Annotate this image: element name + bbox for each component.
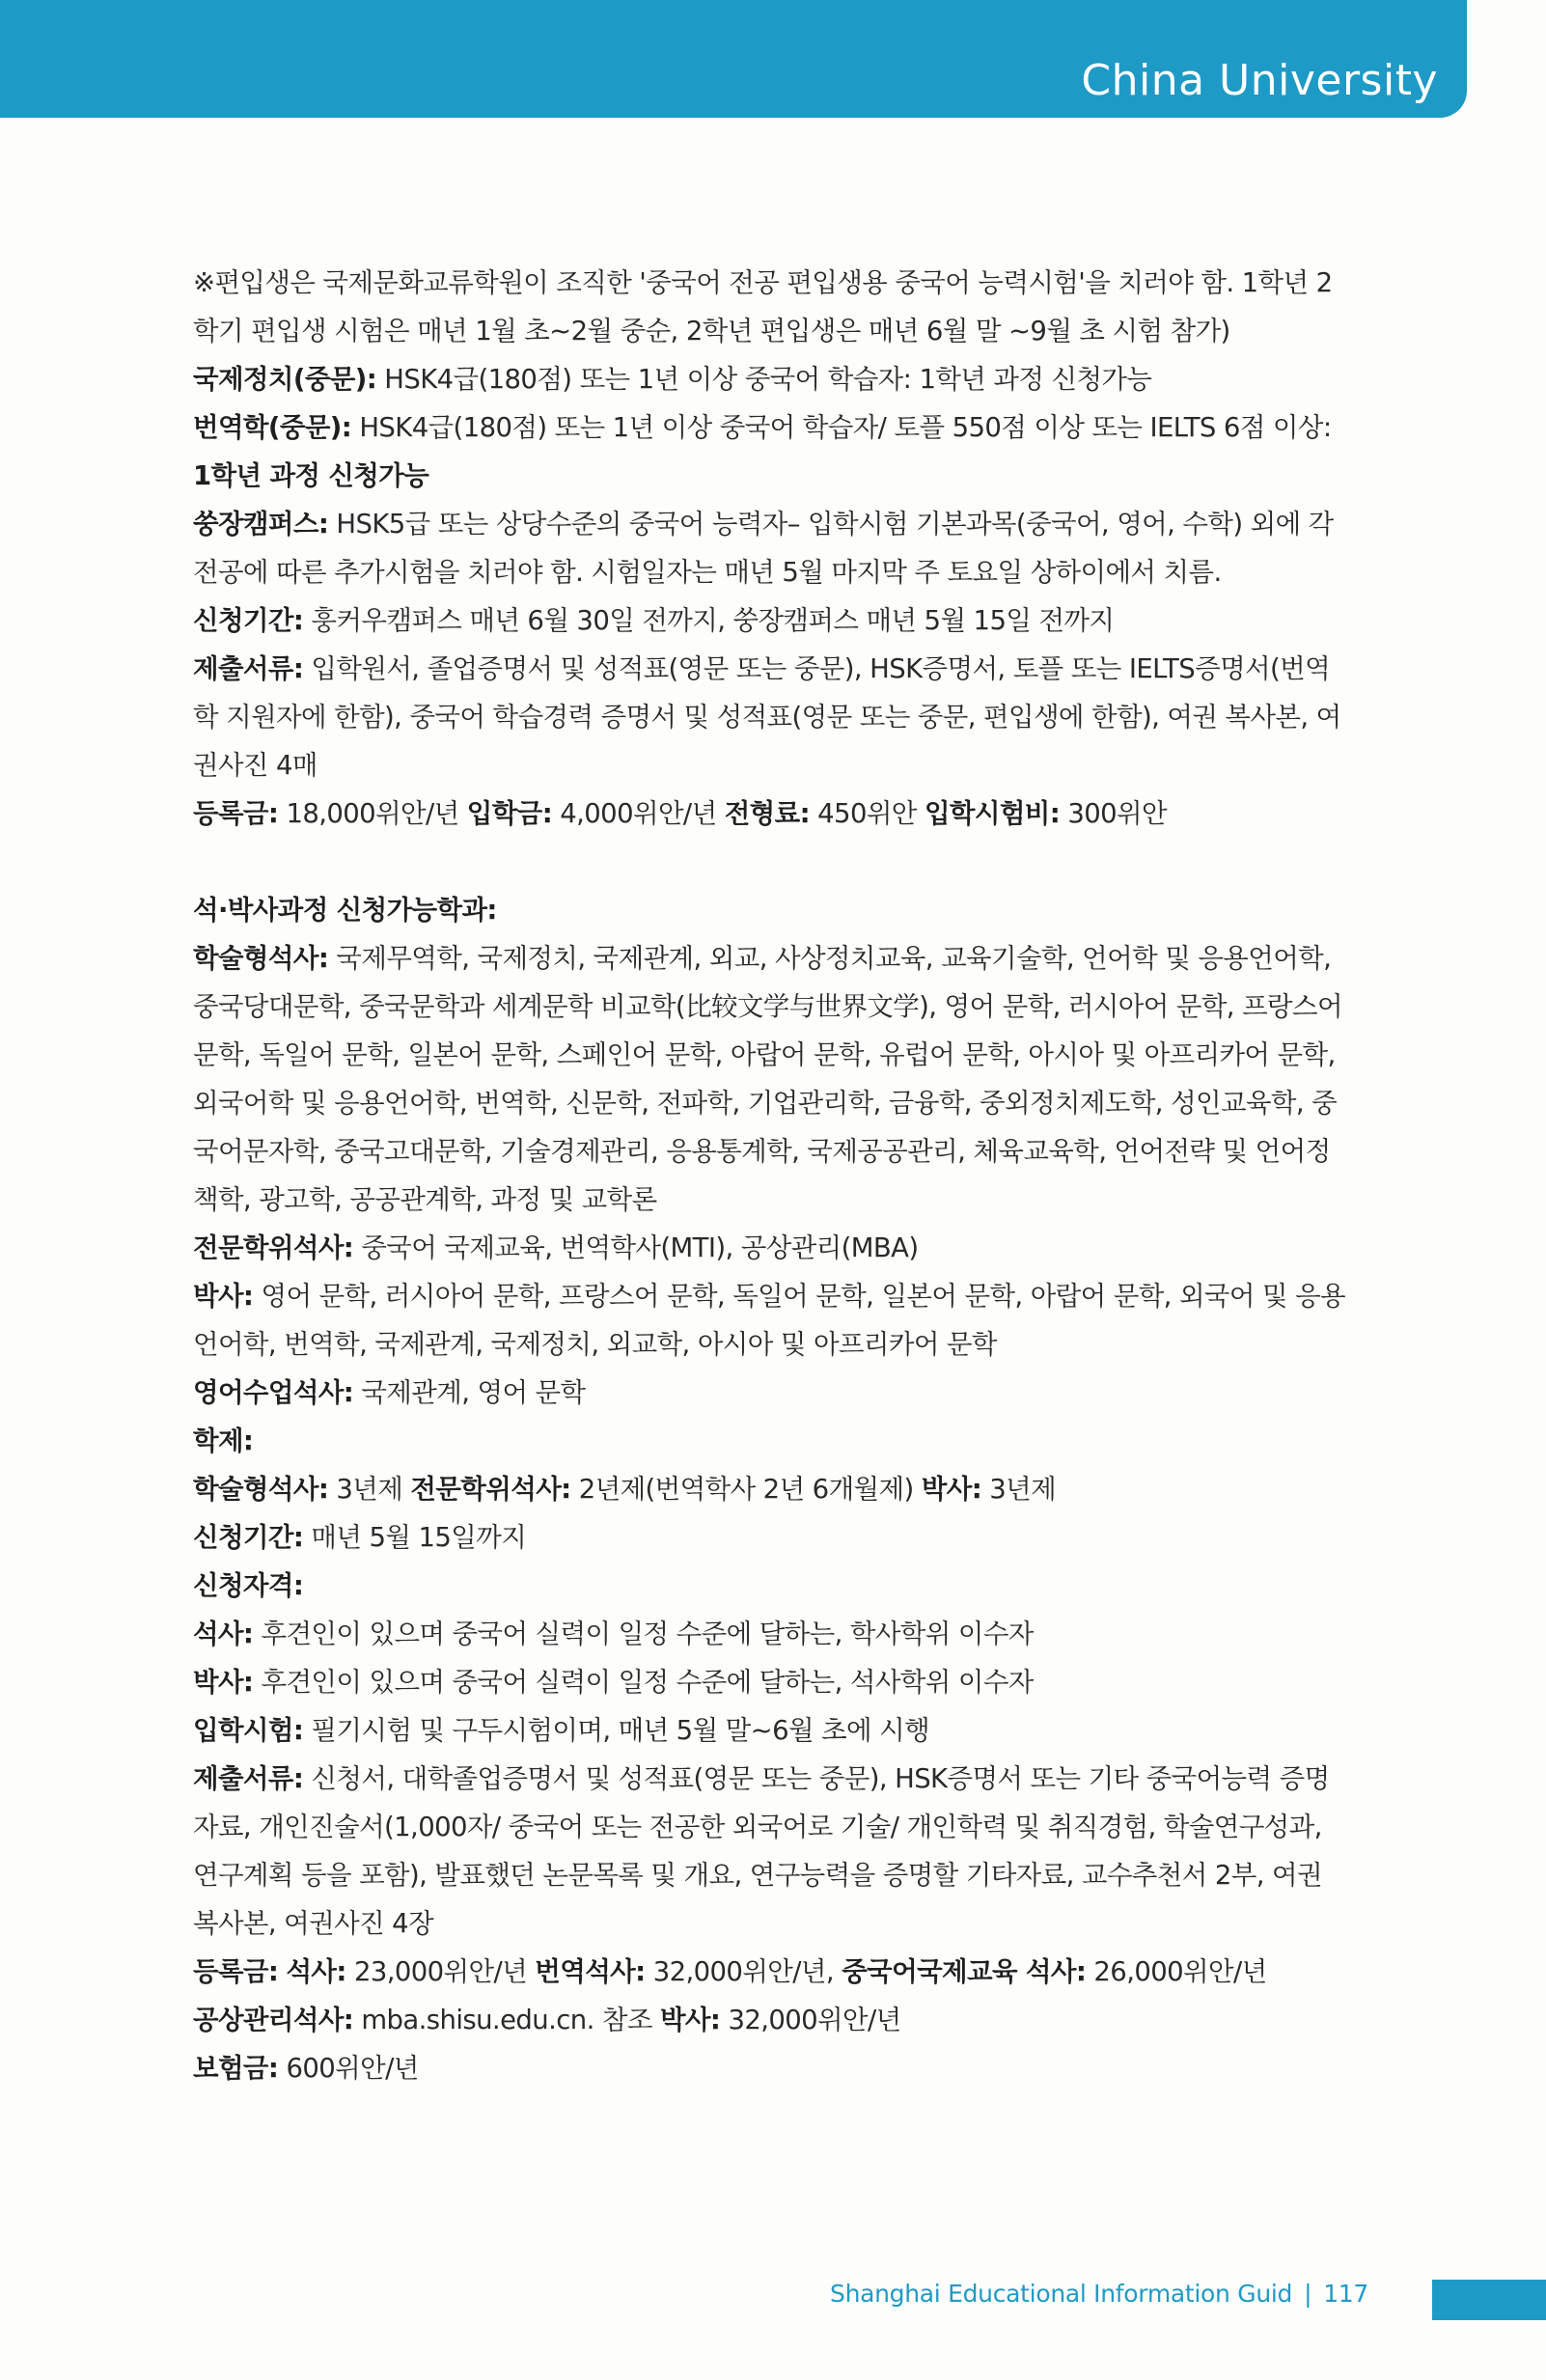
academic-ma-label: 학술형석사: (193, 943, 329, 974)
entrance-exam-text: 필기시험 및 구두시험이며, 매년 5월 말~6월 초에 시행 (311, 1715, 930, 1746)
graduate-heading: 석·박사과정 신청가능학과: (193, 895, 497, 926)
dur-phd-label: 박사: (921, 1474, 982, 1505)
header-band (0, 0, 1467, 118)
graduate-docs-label: 제출서류: (193, 1763, 304, 1794)
qual-phd-label: 박사: (193, 1667, 254, 1698)
admission-label: 입학금: (466, 798, 553, 829)
songjiang-label: 쑹장캠퍼스: (193, 509, 329, 540)
dur-academic-label: 학술형석사: (193, 1474, 329, 1505)
footer-separator: | (1304, 2280, 1312, 2308)
tuition-phd-value: 32,000위안/년 (728, 2005, 901, 2035)
transfer-docs-label: 제출서류: (193, 653, 304, 684)
transfer-period-row (193, 596, 1351, 645)
dur-phd-value: 3년제 (989, 1474, 1057, 1505)
insurance-value: 600위안/년 (286, 2053, 419, 2084)
mba-label: 공상관리석사: (193, 2005, 354, 2035)
footer (830, 2280, 1368, 2308)
english-ma-text: 국제관계, 영어 문학 (361, 1377, 586, 1408)
graduate-docs-row (193, 1755, 1351, 1948)
tuition-trans-label: 번역석사: (535, 1956, 646, 1987)
footer-guide-title: Shanghai Educational Information Guid (830, 2280, 1293, 2308)
intl-politics-text: HSK4급(180점) 또는 1년 이상 중국어 학습자: 1학년 과정 신청가능 (384, 364, 1152, 395)
tuition-cie-value: 26,000위안/년 (1093, 1956, 1267, 1987)
qual-ma-text: 후견인이 있으며 중국어 실력이 일정 수준에 달하는, 학사학위 이수자 (261, 1619, 1034, 1649)
tuition-cie-label: 중국어국제교육 석사: (842, 1956, 1087, 1987)
tuition-ma-value: 23,000위안/년 (353, 1956, 528, 1987)
dur-academic-value: 3년제 (336, 1474, 403, 1505)
duration-heading: 학제: (193, 1425, 254, 1456)
translation-row (193, 403, 1351, 500)
intl-politics-label: 국제정치(중문): (193, 364, 377, 395)
tuition-ma-label: 석사: (286, 1956, 346, 1987)
qualification-heading: 신청자격: (193, 1570, 304, 1601)
graduate-tuition-label: 등록금: (193, 1956, 279, 1987)
entrance-exam-label: 입학시험: (193, 1715, 304, 1746)
english-ma-label: 영어수업석사: (193, 1377, 354, 1408)
mba-row (193, 1996, 1351, 2044)
screening-label: 전형료: (724, 798, 810, 829)
graduate-docs-text: 신청서, 대학졸업증명서 및 성적표(영문 또는 중문), HSK증명서 또는 기타 중국어능력 증명자료, 개인진술서(1,000자/ 중국어 또는 전공한 외국어로 기술/ 개인학력 및 취직경험, 학술연구성과, 연구계획 등을 포함), 발표했던 논문목록 및 개요, 연구능력을 증명할 기타자료, 교수추천서 2부, 여권 복사본, 여권사진 4장 (193, 1763, 1330, 1939)
tuition-value: 18,000위안/년 (286, 798, 459, 829)
transfer-period-text: 훙커우캠퍼스 매년 6월 30일 전까지, 쑹장캠퍼스 매년 5월 15일 전까지 (311, 605, 1115, 636)
prof-ma-text: 중국어 국제교육, 번역학사(MTI), 공상관리(MBA) (361, 1232, 919, 1263)
translation-label: 번역학(중문): (193, 412, 352, 443)
exam-fee-label: 입학시험비: (924, 798, 1061, 829)
page-body (193, 259, 1351, 2092)
duration-row (193, 1465, 1351, 1513)
tuition-label: 등록금: (193, 798, 279, 829)
footer-accent-bar (1432, 2280, 1546, 2320)
translation-text-2: 1학년 과정 신청가능 (193, 460, 429, 491)
songjiang-row (193, 500, 1351, 596)
tuition-trans-value: 32,000위안/년, (652, 1956, 835, 1987)
translation-text: HSK4급(180점) 또는 1년 이상 중국어 학습자/ 토플 550점 이상 또는 IELTS 6점 이상: (359, 412, 1332, 443)
insurance-row (193, 2044, 1351, 2092)
intl-politics-row (193, 355, 1351, 403)
transfer-note: ※편입생은 국제문화교류학원이 조직한 '중국어 전공 편입생용 중국어 능력시험'을 치러야 함. 1학년 2학기 편입생 시험은 매년 1월 초~2월 중순, 2학년 편입생은 매년 6월 말 ~9월 초 시험 참가) (193, 267, 1333, 346)
graduate-period-label: 신청기간: (193, 1522, 304, 1553)
phd-label: 박사: (193, 1281, 254, 1312)
english-ma-row (193, 1369, 1351, 1417)
academic-ma-row (193, 934, 1351, 1224)
header-title: China University (1081, 56, 1438, 105)
songjiang-text: HSK5급 또는 상당수준의 중국어 능력자– 입학시험 기본과목(중국어, 영어, 수학) 외에 각 전공에 따른 추가시험을 치러야 함. 시험일자는 매년 5월 마지막 주 토요일 상하이에서 치름. (193, 509, 1334, 588)
entrance-exam-row (193, 1706, 1351, 1755)
prof-ma-row (193, 1224, 1351, 1272)
transfer-docs-row (193, 645, 1351, 789)
mba-value: mba.shisu.edu.cn. 참조 (361, 2005, 652, 2035)
transfer-fees-row (193, 789, 1351, 838)
prof-ma-label: 전문학위석사: (193, 1232, 354, 1263)
exam-fee-value: 300위안 (1067, 798, 1167, 829)
graduate-tuition-row (193, 1948, 1351, 1996)
screening-value: 450위안 (817, 798, 917, 829)
academic-ma-text: 국제무역학, 국제정치, 국제관계, 외교, 사상정치교육, 교육기술학, 언어학 및 응용언어학, 중국당대문학, 중국문학과 세계문학 비교학(比较文学与世界文学), 영어 문학, 러시아어 문학, 프랑스어 문학, 독일어 문학, 일본어 문학, 스페인어 문학, 아랍어 문학, 유럽어 문학, 아시아 및 아프리카어 문학, 외국어학 및 응용언어학, 번역학, 신문학, 전파학, 기업관리학, 금융학, 중외정치제도학, 성인교육학, 중국어문자학, 중국고대문학, 기술경제관리, 응용통계학, 국제공공관리, 체육교육학, 언어전략 및 언어정책학, 광고학, 공공관계학, 과정 및 교학론 (193, 943, 1342, 1215)
transfer-docs-text: 입학원서, 졸업증명서 및 성적표(영문 또는 중문), HSK증명서, 토플 또는 IELTS증명서(번역학 지원자에 한함), 중국어 학습경력 증명서 및 성적표(영문 또는 중문, 편입생에 한함), 여권 복사본, 여권사진 4매 (193, 653, 1341, 781)
phd-text: 영어 문학, 러시아어 문학, 프랑스어 문학, 독일어 문학, 일본어 문학, 아랍어 문학, 외국어 및 응용언어학, 번역학, 국제관계, 국제정치, 외교학, 아시아 및 아프리카어 문학 (193, 1281, 1346, 1360)
admission-value: 4,000위안/년 (560, 798, 717, 829)
qual-ma-row (193, 1610, 1351, 1658)
graduate-period-row (193, 1513, 1351, 1562)
qual-ma-label: 석사: (193, 1619, 254, 1649)
phd-row (193, 1272, 1351, 1369)
transfer-period-label: 신청기간: (193, 605, 304, 636)
tuition-phd-label: 박사: (659, 2005, 721, 2035)
section-gap (193, 838, 1351, 886)
qual-phd-text: 후견인이 있으며 중국어 실력이 일정 수준에 달하는, 석사학위 이수자 (261, 1667, 1034, 1698)
graduate-period-text: 매년 5월 15일까지 (311, 1522, 527, 1553)
dur-prof-value: 2년제(번역학사 2년 6개월제) (578, 1474, 914, 1505)
qual-phd-row (193, 1658, 1351, 1706)
dur-prof-label: 전문학위석사: (410, 1474, 571, 1505)
insurance-label: 보험금: (193, 2053, 279, 2084)
page-number: 117 (1323, 2280, 1369, 2308)
